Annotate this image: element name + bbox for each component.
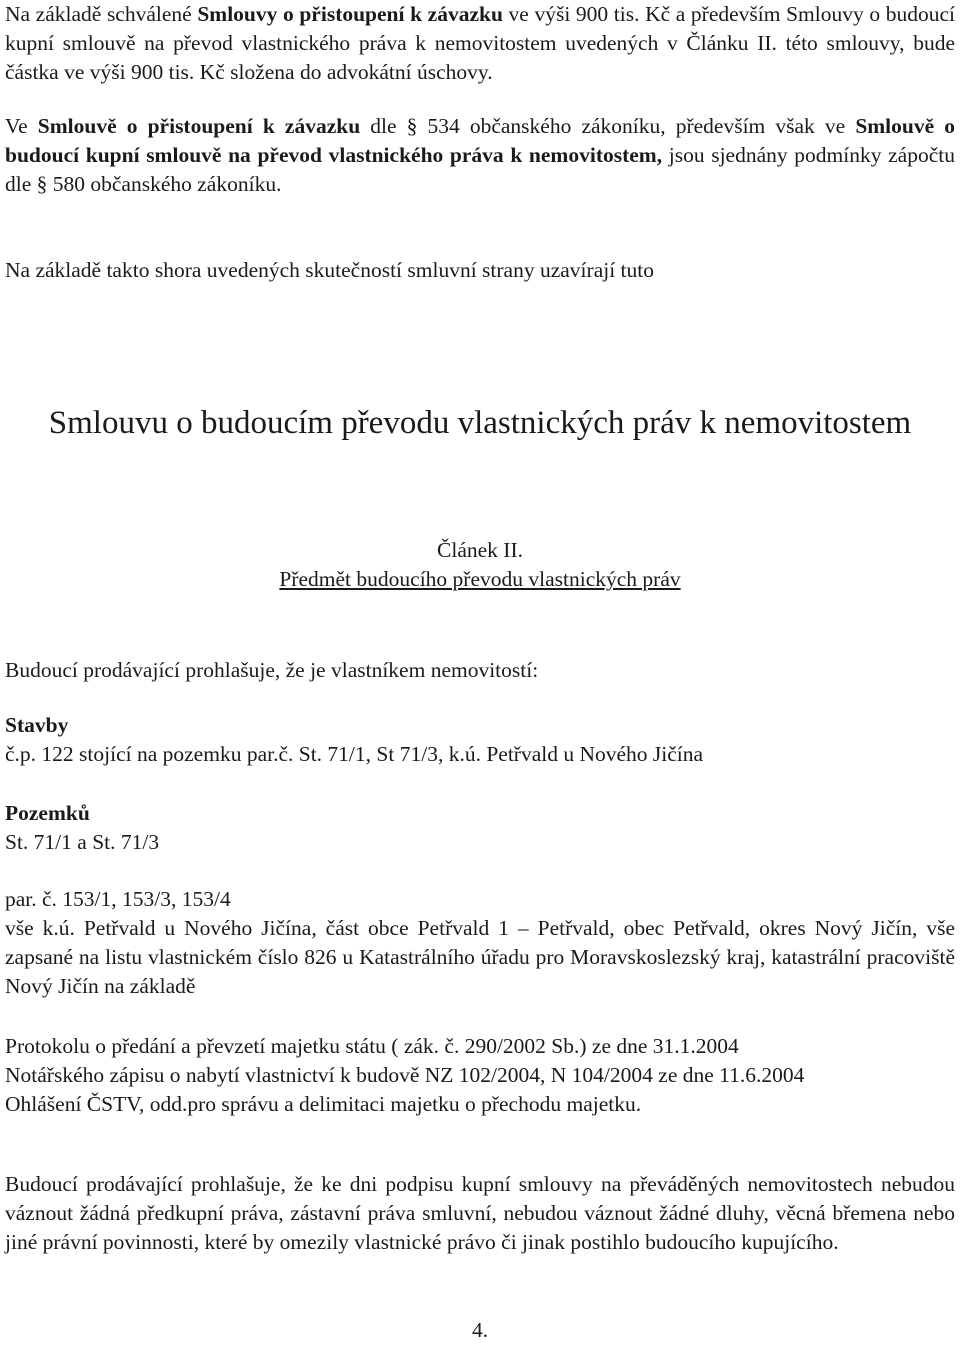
- paragraph-conditions-text-2: dle § 534 občanského zákoníku, především však ve: [360, 114, 856, 138]
- document-list: [5, 1032, 804, 1119]
- paragraph-escrow-text-1: Na základě schválené: [5, 2, 198, 26]
- paragraph-conditions-bold-2: Smlouvě o budoucí kupní smlouvě na převod vlastnického práva k nemovitostem,: [5, 114, 956, 167]
- document-item: Notářského zápisu o nabytí vlastnictví k budově NZ 102/2004, N 104/2004 ze dne 11.6.2004: [5, 1063, 805, 1087]
- land-heading: Pozemků: [5, 801, 90, 825]
- document-item: Ohlášení ČSTV, odd.pro správu a delimitaci majetku o přechodu majetku.: [5, 1092, 642, 1116]
- paragraph-conditions-text-1: Ve: [5, 114, 38, 138]
- buildings-heading: Stavby: [5, 713, 69, 737]
- article-number: Článek II.: [437, 538, 523, 562]
- paragraph-escrow: [5, 0, 955, 87]
- land-description: vše k.ú. Petřvald u Nového Jičína, část obce Petřvald 1 – Petřvald, obec Petřvald, okres Nový Jičín, vše zapsané na listu vlastnickém číslo 826 u Katastrálního úřadu pro Moravskoslezský kraj, katastrální pracoviště Nový Jičín na základě: [5, 916, 955, 998]
- paragraph-escrow-text-2: ve výši 900 tis. Kč a především Smlouvy o budoucí kupní smlouvě na převod vlastnického práva k nemovitostem uvedených v Článku II. této smlouvy, bude částka ve výši 900 tis. Kč složena do advokátní úschovy.: [5, 2, 955, 84]
- buildings-value: č.p. 122 stojící na pozemku par.č. St. 71/1, St 71/3, k.ú. Petřvald u Nového Jičína: [5, 742, 704, 766]
- paragraph-seller-declaration: Budoucí prodávající prohlašuje, že ke dni podpisu kupní smlouvy na převáděných nemovitostech nebudou váznout žádná předkupní práva, zástavní práva smluvní, nebudou váznout žádné dluhy, věcná břemena nebo jiné právní povinnosti, které by omezily vlastnické právo či jinak postihlo budoucího kupujícího.: [5, 1172, 955, 1254]
- owner-statement: Budoucí prodávající prohlašuje, že je vlastníkem nemovitostí:: [5, 658, 539, 682]
- paragraph-conditions-bold-1: Smlouvě o přistoupení k závazku: [37, 114, 361, 138]
- article-subject: Předmět budoucího převodu vlastnických práv: [279, 567, 681, 591]
- land-value-2: par. č. 153/1, 153/3, 153/4: [5, 887, 231, 911]
- paragraph-conditions-text-3: jsou sjednány podmínky zápočtu dle § 580 občanského zákoníku.: [5, 143, 955, 196]
- land-value-1: St. 71/1 a St. 71/3: [5, 830, 160, 854]
- page-number: 4.: [471, 1318, 489, 1342]
- paragraph-intro: Na základě takto shora uvedených skutečností smluvní strany uzavírají tuto: [5, 258, 654, 282]
- paragraph-conditions: [5, 112, 955, 199]
- contract-title: Smlouvu o budoucím převodu vlastnických práv k nemovitostem: [48, 405, 912, 441]
- paragraph-escrow-bold-1: Smlouvy o přistoupení k závazku: [197, 2, 503, 26]
- document-item: Protokolu o předání a převzetí majetku státu ( zák. č. 290/2002 Sb.) ze dne 31.1.2004: [5, 1034, 739, 1058]
